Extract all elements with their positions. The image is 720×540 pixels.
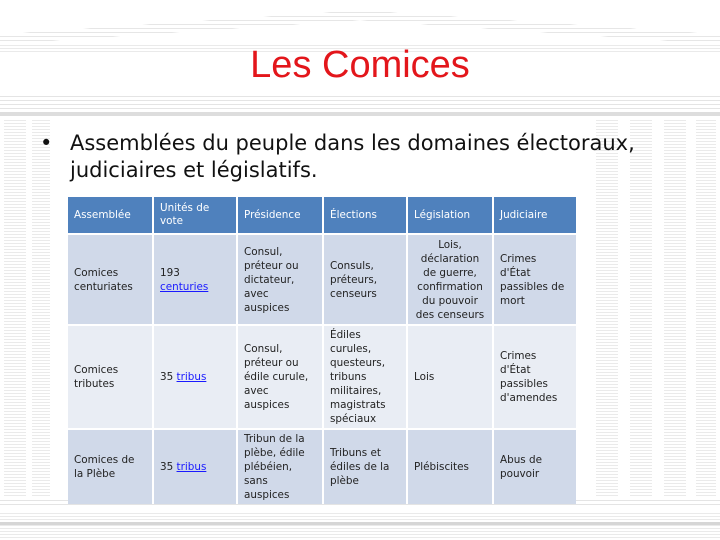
cell-elections: Tribuns et édiles de la plèbe: [322, 428, 406, 504]
unites-count: 35: [160, 461, 177, 473]
link-tribus[interactable]: tribus: [176, 461, 207, 473]
cell-assemblee: Comices centuriates: [68, 233, 152, 324]
header-judiciaire: Judiciaire: [492, 197, 576, 233]
unites-count: 193: [160, 266, 180, 279]
header-unites-de-vote: Unités de vote: [152, 197, 236, 233]
cell-legislation: Lois, déclaration de guerre, confirmation du pouvoir des censeurs: [406, 233, 492, 324]
link-centuries[interactable]: centuries: [160, 280, 209, 293]
cell-unites-de-vote: [152, 428, 236, 504]
header-assemblee: Assemblée: [68, 197, 152, 233]
table-header-row: [68, 197, 576, 233]
table-row: [68, 428, 576, 504]
cell-judiciaire: Crimes d'État passibles de mort: [492, 233, 576, 324]
cell-unites-de-vote: [152, 233, 236, 324]
bullet-text: Assemblées du peuple dans les domaines électoraux, judiciaires et législatifs.: [70, 131, 635, 182]
bullet-point: [40, 130, 680, 184]
comices-table: [68, 197, 576, 504]
header-elections: Élections: [322, 197, 406, 233]
cell-presidence: Tribun de la plèbe, édile plébéien, sans auspices: [236, 428, 322, 504]
table-row: [68, 233, 576, 324]
slide-title: Les Comices: [250, 44, 470, 86]
cell-assemblee: Comices de la Plèbe: [68, 428, 152, 504]
table-row: [68, 324, 576, 428]
unites-count: 35: [160, 371, 177, 383]
link-tribus[interactable]: tribus: [176, 371, 207, 383]
cell-legislation: Lois: [406, 324, 492, 428]
cell-elections: Édiles curules, questeurs, tribuns militaires, magistrats spéciaux: [322, 324, 406, 428]
cell-unites-de-vote: [152, 324, 236, 428]
cell-legislation: Plébiscites: [406, 428, 492, 504]
cell-presidence: Consul, préteur ou édile curule, avec auspices: [236, 324, 322, 428]
bullet-marker: •: [40, 131, 53, 155]
header-legislation: Législation: [406, 197, 492, 233]
cell-judiciaire: Abus de pouvoir: [492, 428, 576, 504]
header-presidence: Présidence: [236, 197, 322, 233]
cell-assemblee: Comices tributes: [68, 324, 152, 428]
cell-judiciaire: Crimes d'État passibles d'amendes: [492, 324, 576, 428]
cell-presidence: Consul, préteur ou dictateur, avec auspices: [236, 233, 322, 324]
cell-elections: Consuls, préteurs, censeurs: [322, 233, 406, 324]
